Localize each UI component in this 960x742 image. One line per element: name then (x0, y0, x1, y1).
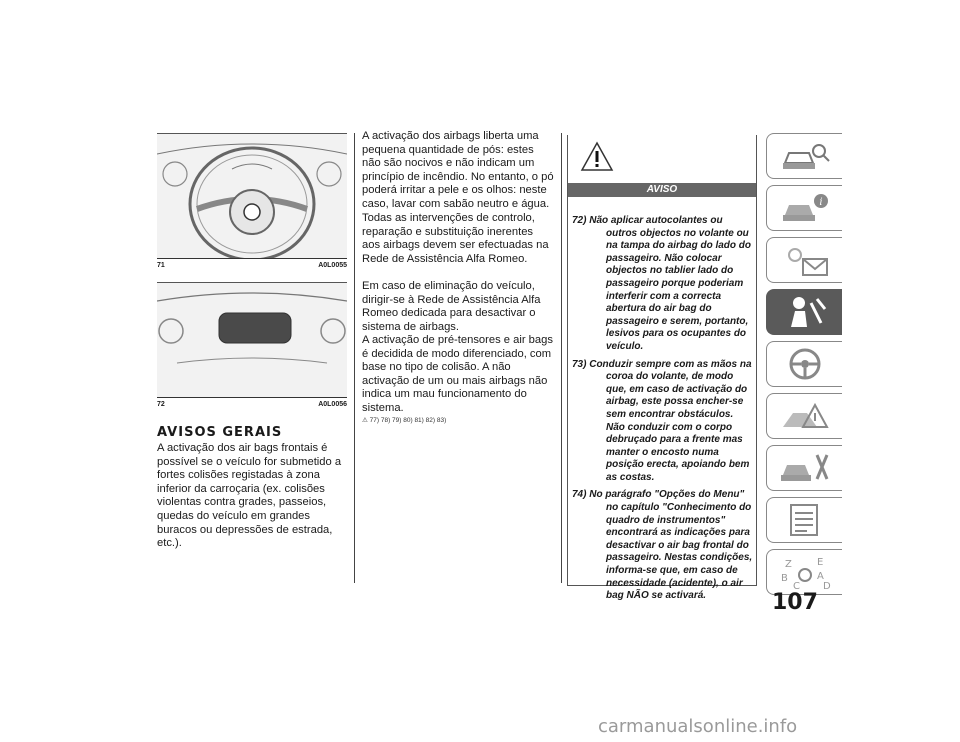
warning-heading: AVISO (568, 183, 756, 197)
reference-list: 77) 78) 79) 80) 81) 82) 83) (369, 417, 447, 424)
middle-paragraph: A activação de pré-tensores e air bags é decidida de modo diferenciado, com base no tipo de colisão. A não activação de um ou mais airbags não indica um mau funcionamento do sistema. (362, 334, 553, 414)
car-tools-icon (777, 449, 833, 487)
figure-dashboard (157, 282, 347, 398)
warning-triangle-icon (580, 140, 614, 179)
figure-number: 71 (157, 262, 165, 269)
tab-index[interactable] (766, 549, 842, 595)
dashboard-illustration (157, 283, 347, 398)
tab-safety[interactable] (766, 289, 842, 335)
page-number: 107 (772, 590, 818, 615)
tab-warning-lights[interactable] (766, 237, 842, 283)
svg-text:D: D (822, 581, 831, 591)
svg-text:C: C (792, 581, 800, 591)
tab-maintenance[interactable] (766, 445, 842, 491)
middle-paragraph: Em caso de eliminação do veículo, dirigir-se à Rede de Assistência Alfa Romeo dedicada para desactivar o sistema de airbags. (362, 280, 541, 333)
figure-code: A0L0056 (318, 401, 347, 408)
steering-wheel-icon (777, 345, 833, 383)
warning-triangle-icon: ⚠ (362, 417, 368, 424)
figure-steering-wheel (157, 133, 347, 259)
column-divider (354, 133, 355, 583)
tab-car-info[interactable] (766, 185, 842, 231)
svg-text:A: A (816, 571, 824, 582)
road-warning-icon (777, 397, 833, 435)
svg-text:Z: Z (784, 559, 792, 570)
alphabet-index-icon (777, 553, 833, 591)
figure-caption (157, 397, 347, 412)
chapter-tabs (766, 133, 842, 601)
middle-paragraph: Todas as intervenções de controlo, reparação e substituição inerentes aos airbags devem ser efectuadas na Rede de Assistência Alfa Romeo. (362, 212, 549, 265)
middle-paragraph: A activação dos airbags liberta uma pequena quantidade de pós: estes não são nocivos e não indicam um princípio de incêndio. No entanto, o pó poderá irritar a pele e os olhos: neste caso, lavar com sabão neutro e água. (362, 130, 554, 210)
tab-driving[interactable] (766, 341, 842, 387)
warning-light-envelope-icon (777, 241, 833, 279)
references (362, 416, 446, 424)
svg-text:i: i (818, 197, 823, 208)
figure-code: A0L0055 (318, 262, 347, 269)
column-divider (561, 133, 562, 583)
warning-item: 72) Não aplicar autocolantes ou outros objectos no volante ou na tampa do airbag do lado do passageiro. Não colocar objectos no tablier lado do passageiro porque poderiam interferir com a correcta abertura do air bag do passageiro e serem, portanto, lesivos para os ocupantes do veículo. (572, 215, 752, 352)
svg-text:E: E (816, 557, 823, 568)
warning-item: 74) No parágrafo "Opções do Menu" no capítulo "Conhecimento do quadro de instrumentos" encontrará as indicações para desactivar o air bag frontal do passageiro. Nestas condições, informa-se que, em caso de necessidade (acidente), o air bag NÃO se activará. (572, 489, 753, 602)
left-paragraph: A activação dos air bags frontais é possível se o veículo for submetido a fortes colisões registadas à zona inferior da carroçaria (ex. colisões violentas contra grades, passeios, quedas do veículo em grandes buracos ou depressões de estrada, etc.). (157, 442, 342, 550)
car-search-icon (777, 137, 833, 175)
figure-number: 72 (157, 401, 165, 408)
warning-item: 73) Conduzir sempre com as mãos na coroa do volante, de modo que, em caso de activação do airbag, este possa encher-se sem encontrar obstáculos. Não conduzir com o corpo debruçado para a frente mas manter o encosto numa posição erecta, apoiando bem as costas. (572, 358, 752, 483)
document-list-icon (777, 501, 833, 539)
tab-emergency[interactable] (766, 393, 842, 439)
svg-text:B: B (780, 573, 788, 584)
airbag-person-icon (777, 293, 833, 331)
car-info-icon (777, 189, 833, 227)
figure-caption (157, 258, 347, 273)
tab-technical-data[interactable] (766, 497, 842, 543)
warning-box (567, 135, 757, 602)
steering-wheel-illustration (157, 134, 347, 259)
warning-list (572, 215, 754, 608)
watermark: carmanualsonline.info (598, 716, 798, 737)
section-title: AVISOS GERAIS (157, 425, 283, 440)
tab-car-search[interactable] (766, 133, 842, 179)
